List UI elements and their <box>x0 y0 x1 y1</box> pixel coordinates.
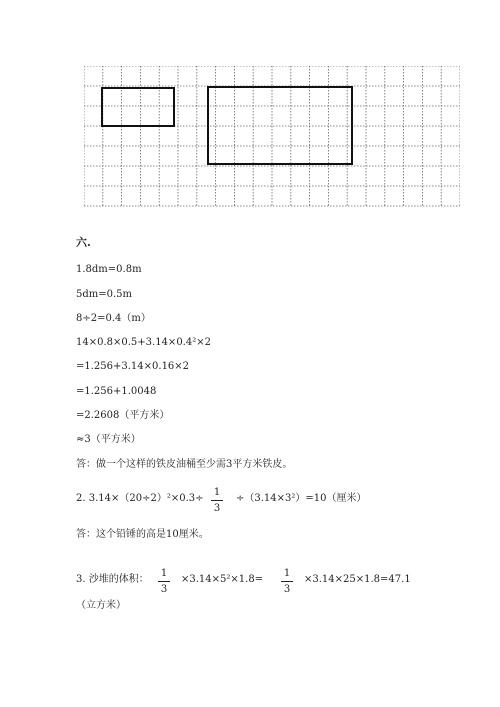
q2-expression-part1: 2. 3.14×（20÷2）²×0.3÷ <box>76 493 204 504</box>
q2-expression-part2: ÷（3.14×3²）=10（厘米） <box>236 493 367 504</box>
solution-line-5: =1.256+3.14×0.16×2 <box>76 361 190 372</box>
solution-line-8: ≈3（平方米） <box>76 434 141 445</box>
section-heading: 六. <box>76 236 91 249</box>
q3-expression-part3: ×3.14×25×1.8=47.1 <box>304 574 411 585</box>
q3-expression-part2: ×3.14×5²×1.8= <box>181 574 264 585</box>
q2-fraction-denominator: 3 <box>213 503 221 514</box>
grid-svg <box>84 66 460 208</box>
grid-figure <box>84 66 460 212</box>
q3-fraction-2-denominator: 3 <box>283 584 291 595</box>
solution-line-1: 1.8dm=0.8m <box>76 264 142 275</box>
q2-answer: 答：这个铅锤的高是10厘米。 <box>76 529 209 540</box>
solution-line-6: =1.256+1.0048 <box>76 386 157 397</box>
solution-line-7: =2.2608（平方米） <box>76 410 170 421</box>
q3-fraction-2 <box>281 568 293 596</box>
solution-line-2: 5dm=0.5m <box>76 289 133 300</box>
answer-line-1: 答：做一个这样的铁皮油桶至少需3平方米铁皮。 <box>76 459 293 470</box>
solution-line-4: 14×0.8×0.5+3.14×0.4²×2 <box>76 337 211 348</box>
q3-fraction-1-numerator: 1 <box>158 568 170 582</box>
q3-fraction-1-denominator: 3 <box>160 584 168 595</box>
q3-fraction-1 <box>158 568 170 596</box>
small-rectangle <box>102 88 174 126</box>
q3-fraction-2-numerator: 1 <box>281 568 293 582</box>
large-rectangle <box>208 87 352 164</box>
q2-fraction-numerator: 1 <box>211 487 223 501</box>
q3-label: 3. 沙堆的体积： <box>76 574 149 585</box>
q3-unit: （立方米） <box>76 600 126 611</box>
q2-fraction <box>211 487 223 515</box>
solution-line-3: 8÷2=0.4（m） <box>76 313 151 324</box>
